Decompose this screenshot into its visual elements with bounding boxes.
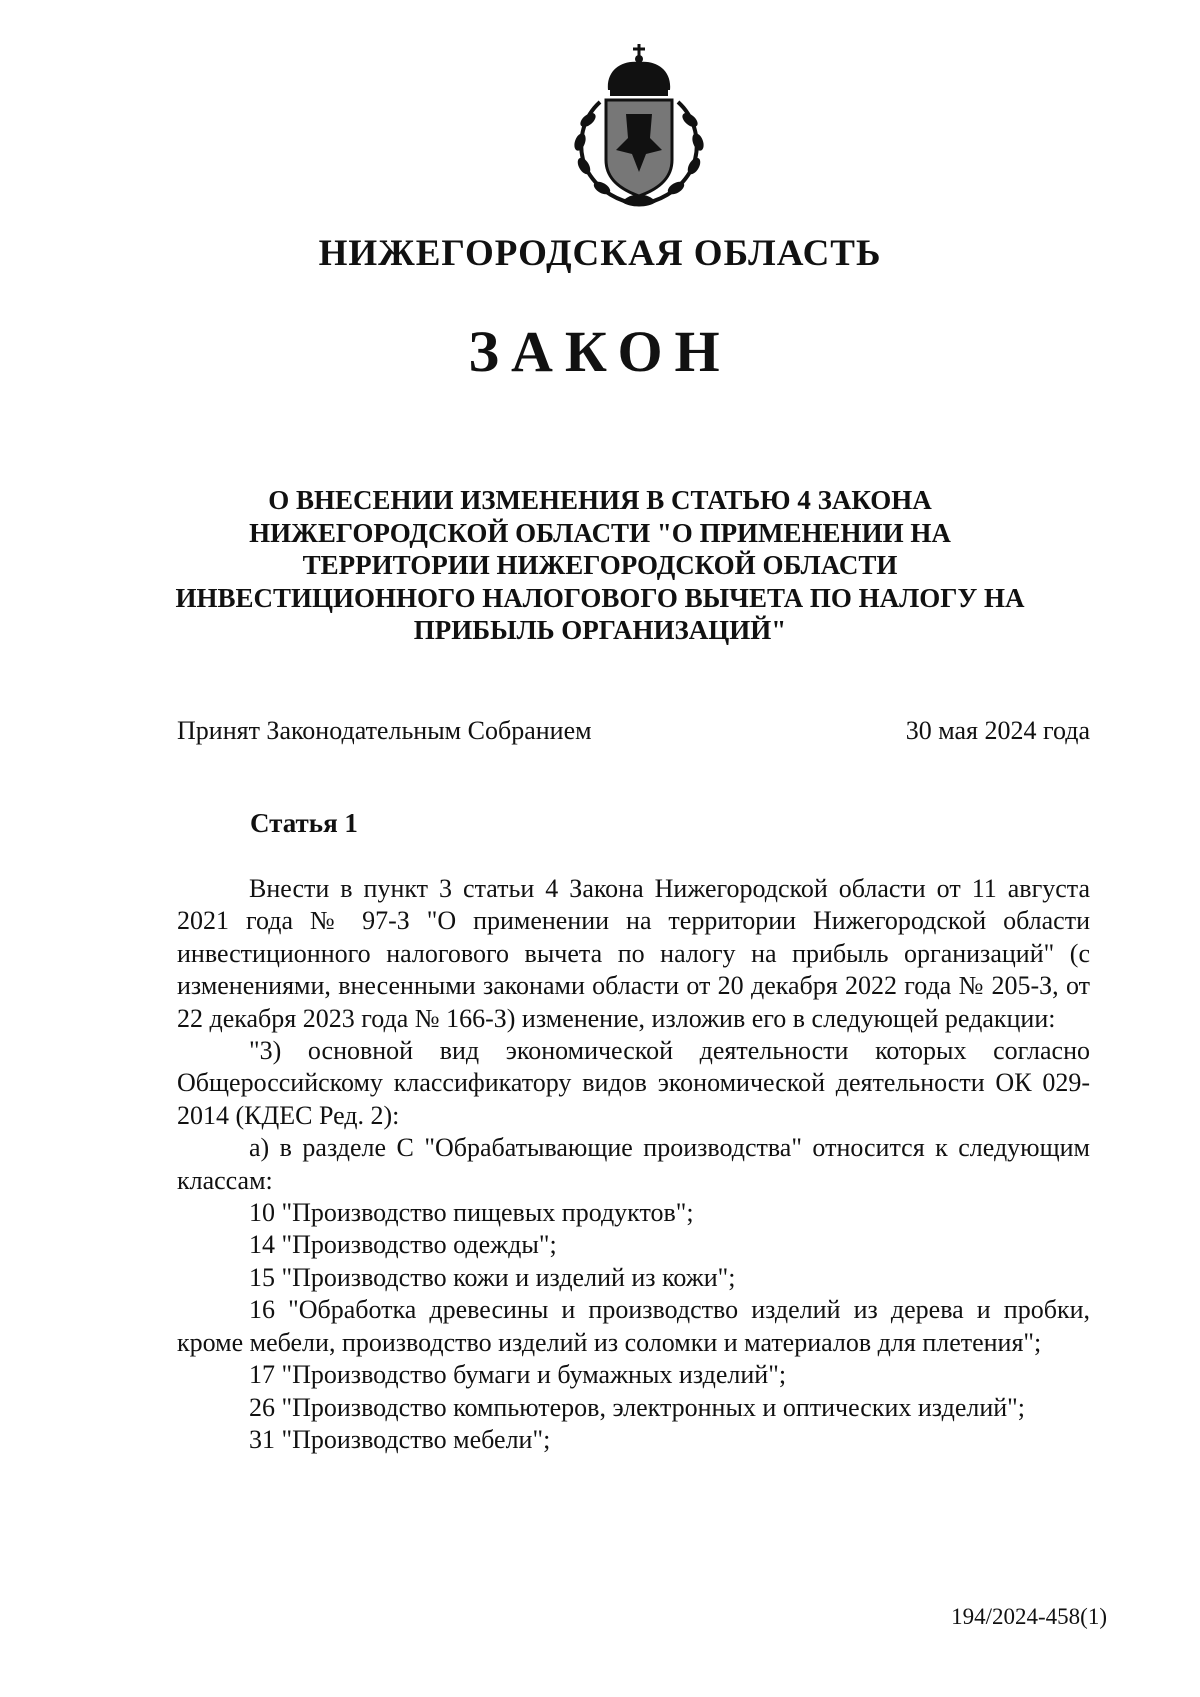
law-heading-line: ПРИБЫЛЬ ОРГАНИЗАЦИЙ" xyxy=(413,615,787,645)
list-item: 17 "Производство бумаги и бумажных изделий"; xyxy=(249,1360,787,1390)
law-heading-line: О ВНЕСЕНИИ ИЗМЕНЕНИЯ В СТАТЬЮ 4 ЗАКОНА xyxy=(268,485,932,515)
adoption-date: 30 мая 2024 года xyxy=(905,716,1090,745)
list-item: 14 "Производство одежды"; xyxy=(249,1230,557,1260)
coat-of-arms-icon xyxy=(566,42,712,210)
region-title: НИЖЕГОРОДСКАЯ ОБЛАСТЬ xyxy=(318,233,882,274)
law-heading-line: ИНВЕСТИЦИОННОГО НАЛОГОВОГО ВЫЧЕТА ПО НАЛОГУ НА xyxy=(175,582,1025,613)
list-item: 31 "Производство мебели"; xyxy=(249,1424,551,1454)
paragraph: а) в разделе C "Обрабатывающие производства" относится к следующим классам: xyxy=(177,1133,1090,1195)
adopted-by: Принят Законодательным Собранием xyxy=(177,716,592,745)
article-heading: Статья 1 xyxy=(250,808,358,838)
paragraph: Внести в пункт 3 статьи 4 Закона Нижегородской области от 11 августа 2021 года № 97-З "О применении на территории Нижегородской области инвестиционного налогового вычета по налогу на прибыль организаций" (с изменениями, внесенными законами области от 20 декабря 2022 года № 205-З, от 22 декабря 2023 года № 166-З) изменение, изложив его в следующей редакции: xyxy=(177,874,1090,1033)
law-heading xyxy=(150,484,1050,647)
law-heading-line: НИЖЕГОРОДСКОЙ ОБЛАСТИ "О ПРИМЕНЕНИИ НА xyxy=(249,517,951,548)
law-heading-line: ТЕРРИТОРИИ НИЖЕГОРОДСКОЙ ОБЛАСТИ xyxy=(302,550,898,580)
list-item: 16 "Обработка древесины и производство изделий из дерева и пробки, кроме мебели, производство изделий из соломки и материалов для плетения"; xyxy=(177,1295,1090,1357)
document-number: 194/2024-458(1) xyxy=(951,1604,1107,1629)
document-type-title: ЗАКОН xyxy=(468,319,732,384)
article-body xyxy=(177,873,1090,1456)
list-item: 26 "Производство компьютеров, электронных и оптических изделий"; xyxy=(249,1392,1026,1422)
list-item: 10 "Производство пищевых продуктов"; xyxy=(249,1198,694,1228)
list-item: 15 "Производство кожи и изделий из кожи"; xyxy=(249,1262,736,1292)
paragraph: "3) основной вид экономической деятельности которых согласно Общероссийскому классификатору видов экономической деятельности ОК 029-2014 (КДЕС Ред. 2): xyxy=(177,1036,1090,1130)
